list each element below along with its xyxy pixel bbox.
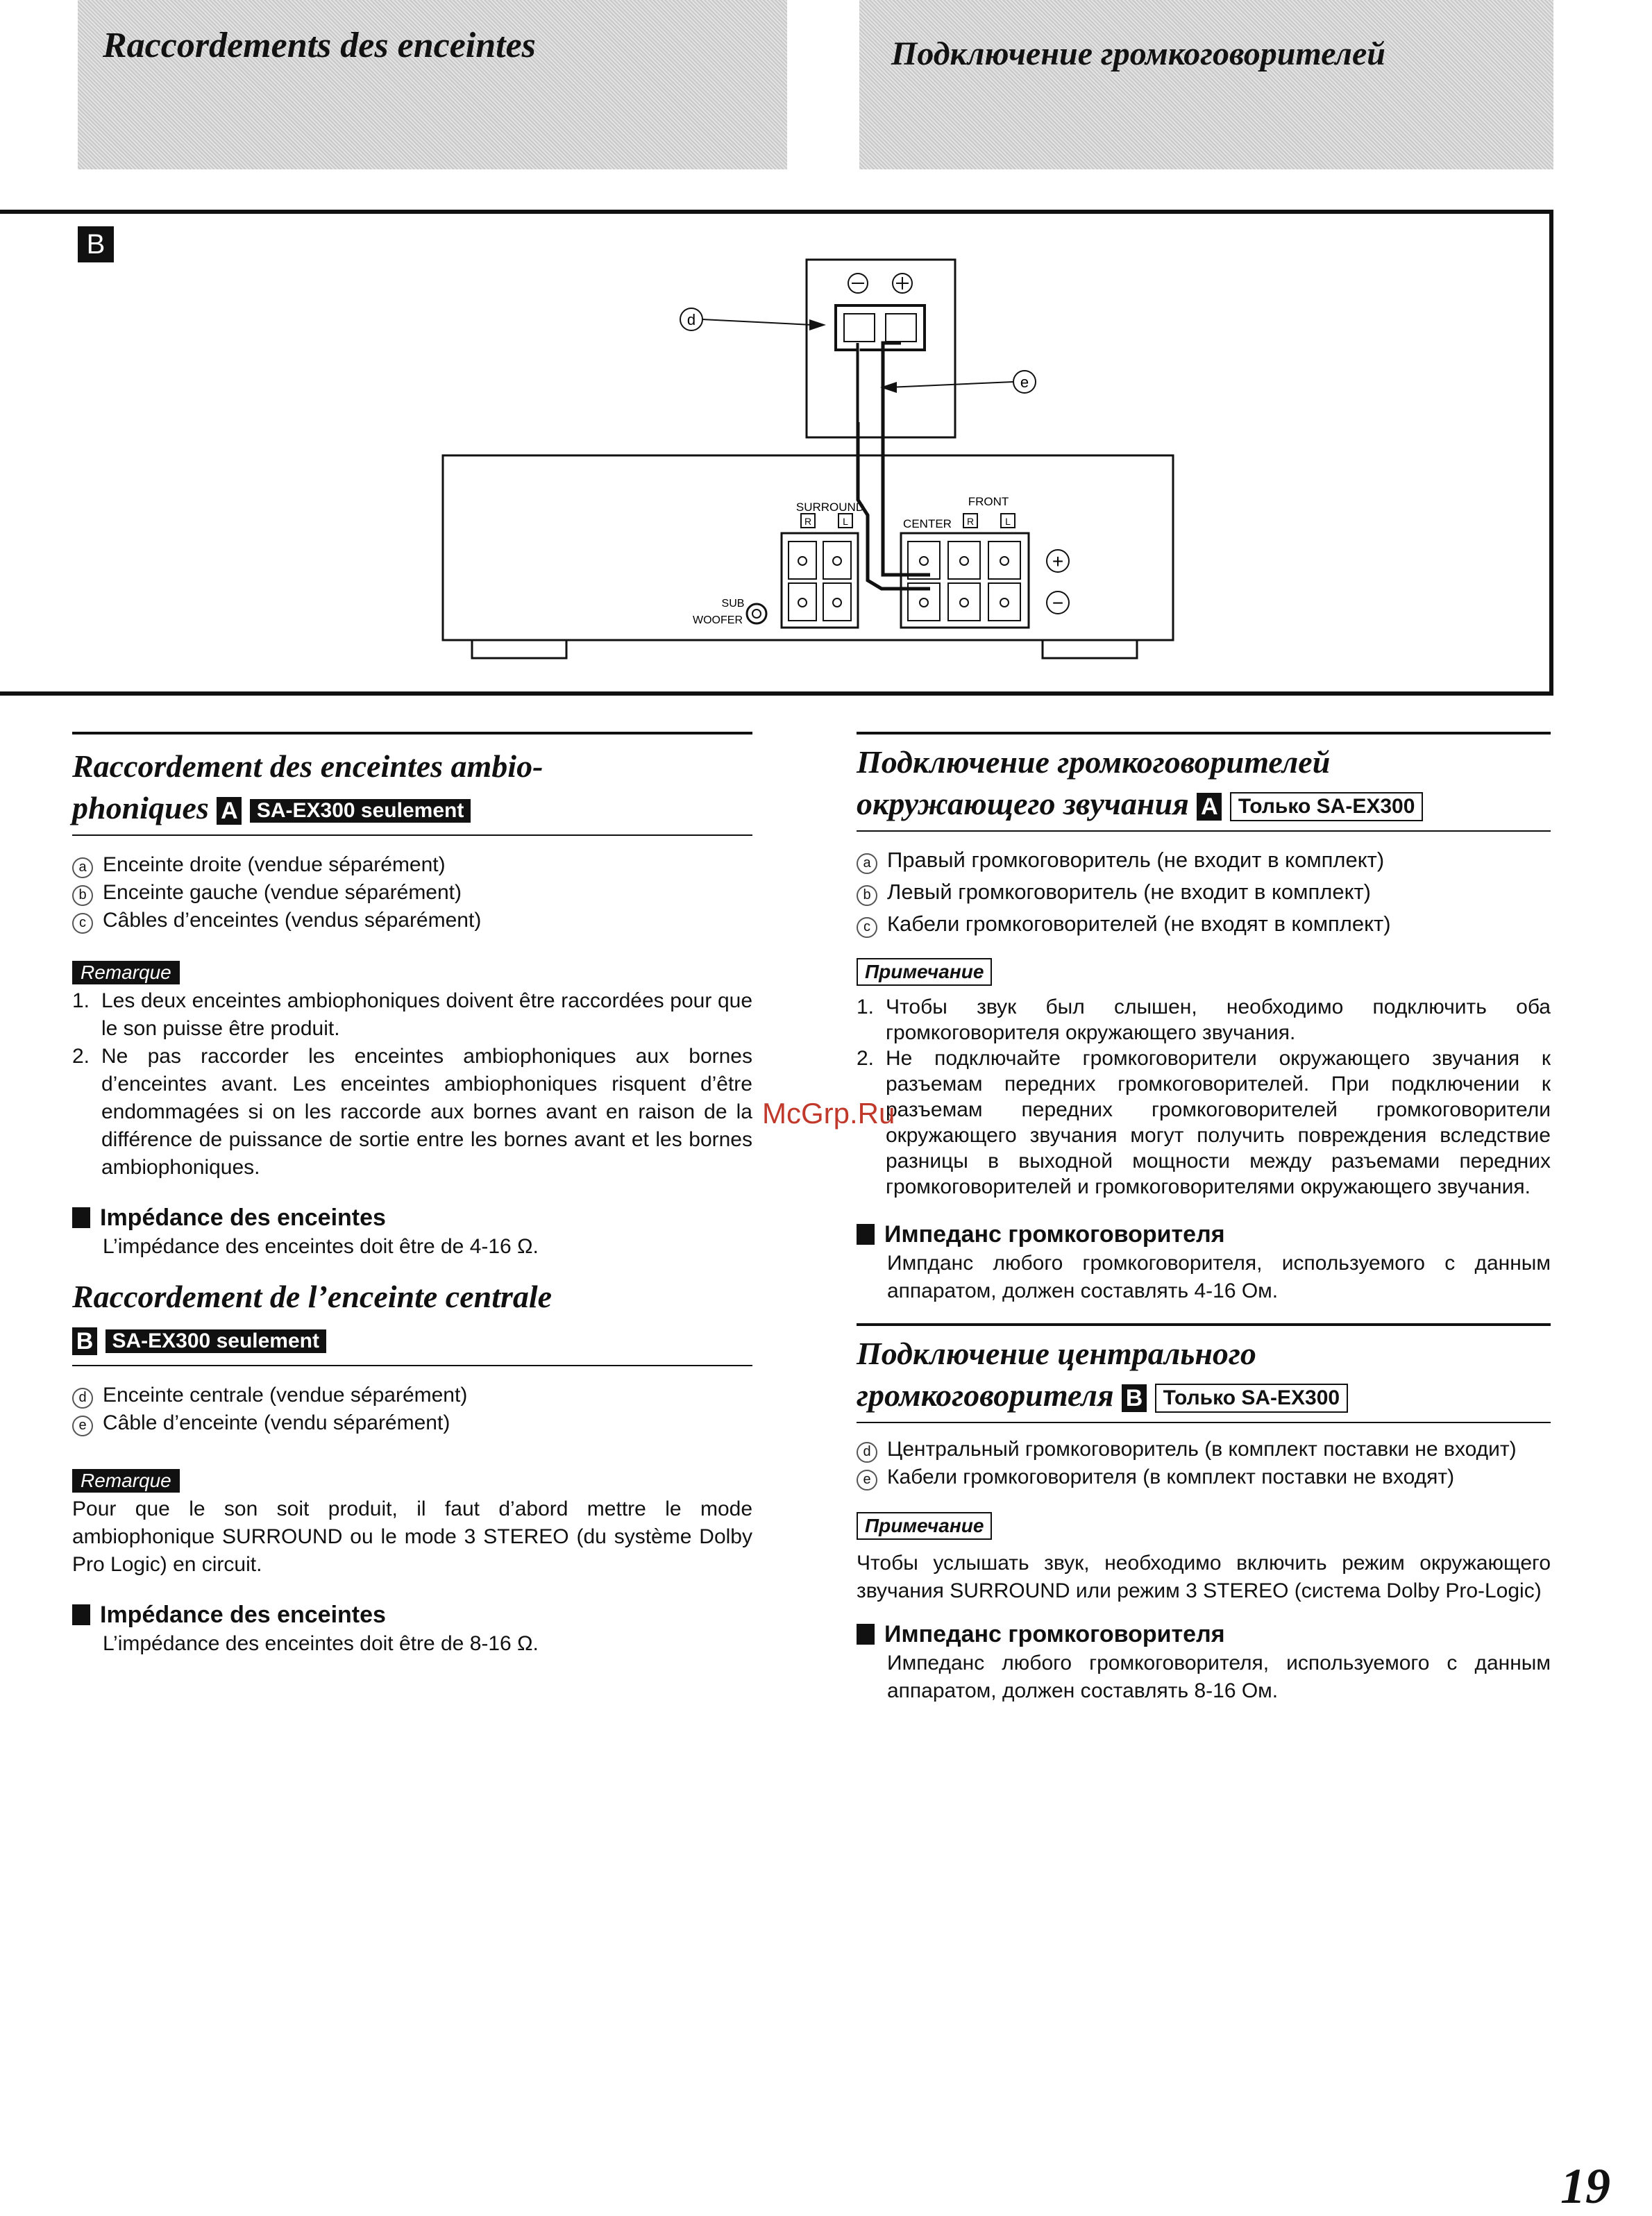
column-ru [857,732,1551,1705]
fr-sec1-note-label: Remarque [72,961,180,984]
connection-diagram [0,210,1553,696]
ru-sec2-tag: Только SA-EX300 [1155,1384,1349,1413]
fr-sec1-tag: SA-EX300 seulement [250,799,471,823]
header-left [78,0,787,169]
ru-sec2-title-line2: громкоговорителя [857,1377,1114,1413]
fr-sec2-title-line: Raccordement de l’enceinte centrale [72,1279,553,1314]
list-item: c Câbles d’enceintes (vendus séparément) [72,907,752,934]
fr-sec2-title [72,1276,752,1359]
ru-sec1-title-line2: окружающего звучания [857,786,1189,821]
amplifier-foot-left [472,640,566,658]
label-center: CENTER [903,517,952,530]
ru-sec1-tag: Только SA-EX300 [1230,792,1424,821]
ru-sec2-note-label: Примечание [857,1512,992,1540]
fr-sec1-title-line2: phoniques [72,790,209,825]
list-item: a Enceinte droite (vendue séparément) [72,851,752,879]
label-sub: SUB [721,598,745,610]
fr-sec1-top-rule [72,732,752,735]
list-item: b Левый громкоговоритель (не входит в комплект) [857,876,1551,908]
list-item: d Центральный громкоговоритель (в комплект поставки не входит) [857,1436,1551,1463]
list-item: e Câble d’enceinte (vendu séparément) [72,1409,752,1437]
header-title-fr: Raccordements des enceintes [103,26,536,65]
fr-sec2-note-label: Remarque [72,1469,180,1493]
list-item: 2. Не подключайте громкоговорители окружающего звучания к разъемам передних громкоговорителей. При подключении к разъемам передних громкоговорителей громкоговорители окружающего звучания могут получить повреждения вследствие разницы в выходной мощности между разъемами передних громкоговорителей и громкоговорителями окружающего звучания. [857,1047,1551,1198]
label-front: FRONT [968,495,1009,508]
amp-minus-label: − [1052,592,1064,614]
header-right [859,0,1553,169]
list-item: b Enceinte gauche (vendue séparément) [72,879,752,907]
ru-sec2-imp-title: Импеданс громкоговорителя [857,1619,1551,1650]
label-front-l: L [1005,516,1011,527]
ru-sec1-letter: A [1197,793,1222,821]
list-item: a Правый громкоговоритель (не входит в комплект) [857,844,1551,876]
ru-sec2-title [857,1333,1551,1416]
fr-sec1-imp-title: Impédance des enceintes [72,1202,752,1233]
list-item: e Кабели громкоговорителя (в комплект поставки не входят) [857,1463,1551,1491]
diagram-drawing [0,214,1549,696]
amp-plus-label: + [1052,551,1064,572]
fr-sec1-letter: A [217,797,242,825]
panel-letter: B [86,229,106,260]
watermark: McGrp.Ru [762,1097,895,1130]
callout-d: d [686,311,696,328]
list-item: 1. Чтобы звук был слышен, необходимо подключить оба громкоговорителя окружающего звучания. [857,996,1551,1044]
fr-sec2-imp-text: L’impédance des enceintes doit être de 8-16 Ω. [103,1632,539,1655]
fr-sec1-title [72,746,752,829]
list-item: 2. Ne pas raccorder les enceintes ambiophoniques aux bornes d’enceintes avant. Les enceintes ambiophoniques risquent d’être endommagées si on les raccorde aux bornes avant en raison de la différence de puissance de sortie entre les bornes avant et les bornes ambiophoniques. [72,1045,752,1179]
fr-sec1-imp-text: L’impédance des enceintes doit être de 4-16 Ω. [103,1235,539,1258]
ru-sec1-imp-text: Импданс любого громкоговорителя, используемого с данным аппаратом, должен составлять 4-16 Ом. [887,1252,1551,1302]
label-surround-r: R [804,516,812,527]
page-number: 19 [1560,2158,1610,2214]
list-item: c Кабели громкоговорителей (не входят в комплект) [857,908,1551,940]
column-fr [72,732,752,1658]
callout-e: e [1020,373,1029,391]
fr-sec2-letter: B [72,1327,97,1355]
ru-sec2-imp-text: Импеданс любого громкоговорителя, используемого с данным аппаратом, должен составлять 8-16 Ом. [887,1652,1551,1702]
fr-sec2-note-text: Pour que le son soit produit, il faut d’abord mettre le mode ambiophonique SURROUND ou le mode 3 STEREO (du système Dolby Pro Logic) en circuit. [72,1497,752,1576]
label-surround: SURROUND [795,501,865,514]
label-front-r: R [966,516,975,527]
fr-sec2-imp-title: Impédance des enceintes [72,1600,752,1630]
ru-sec1-title-line1: Подключение громкоговорителей [857,744,1331,780]
speaker-terminal [836,305,925,350]
ru-sec1-title [857,741,1551,825]
ru-sec2-title-line1: Подключение центрального [857,1336,1256,1371]
ru-sec1-imp-title: Импеданс громкоговорителя [857,1219,1551,1250]
fr-sec1-title-line1: Raccordement des enceintes ambio- [72,748,543,784]
label-surround-l: L [843,516,848,527]
list-item: d Enceinte centrale (vendue séparément) [72,1382,752,1409]
ru-sec2-note-text: Чтобы услышать звук, необходимо включить режим окружающего звучания SURROUND или режим 3 STEREO (система Dolby Pro-Logic) [857,1552,1551,1602]
amplifier-foot-right [1043,640,1137,658]
list-item: 1. Les deux enceintes ambiophoniques doivent être raccordées pour que le son puisse être produit. [72,989,752,1040]
header-title-ru: Подключение громкоговорителей [891,35,1385,72]
ru-sec1-note-label: Примечание [857,958,992,986]
ru-sec2-letter: B [1122,1384,1147,1412]
label-woofer: WOOFER [693,614,743,626]
fr-sec2-tag: SA-EX300 seulement [106,1329,326,1353]
